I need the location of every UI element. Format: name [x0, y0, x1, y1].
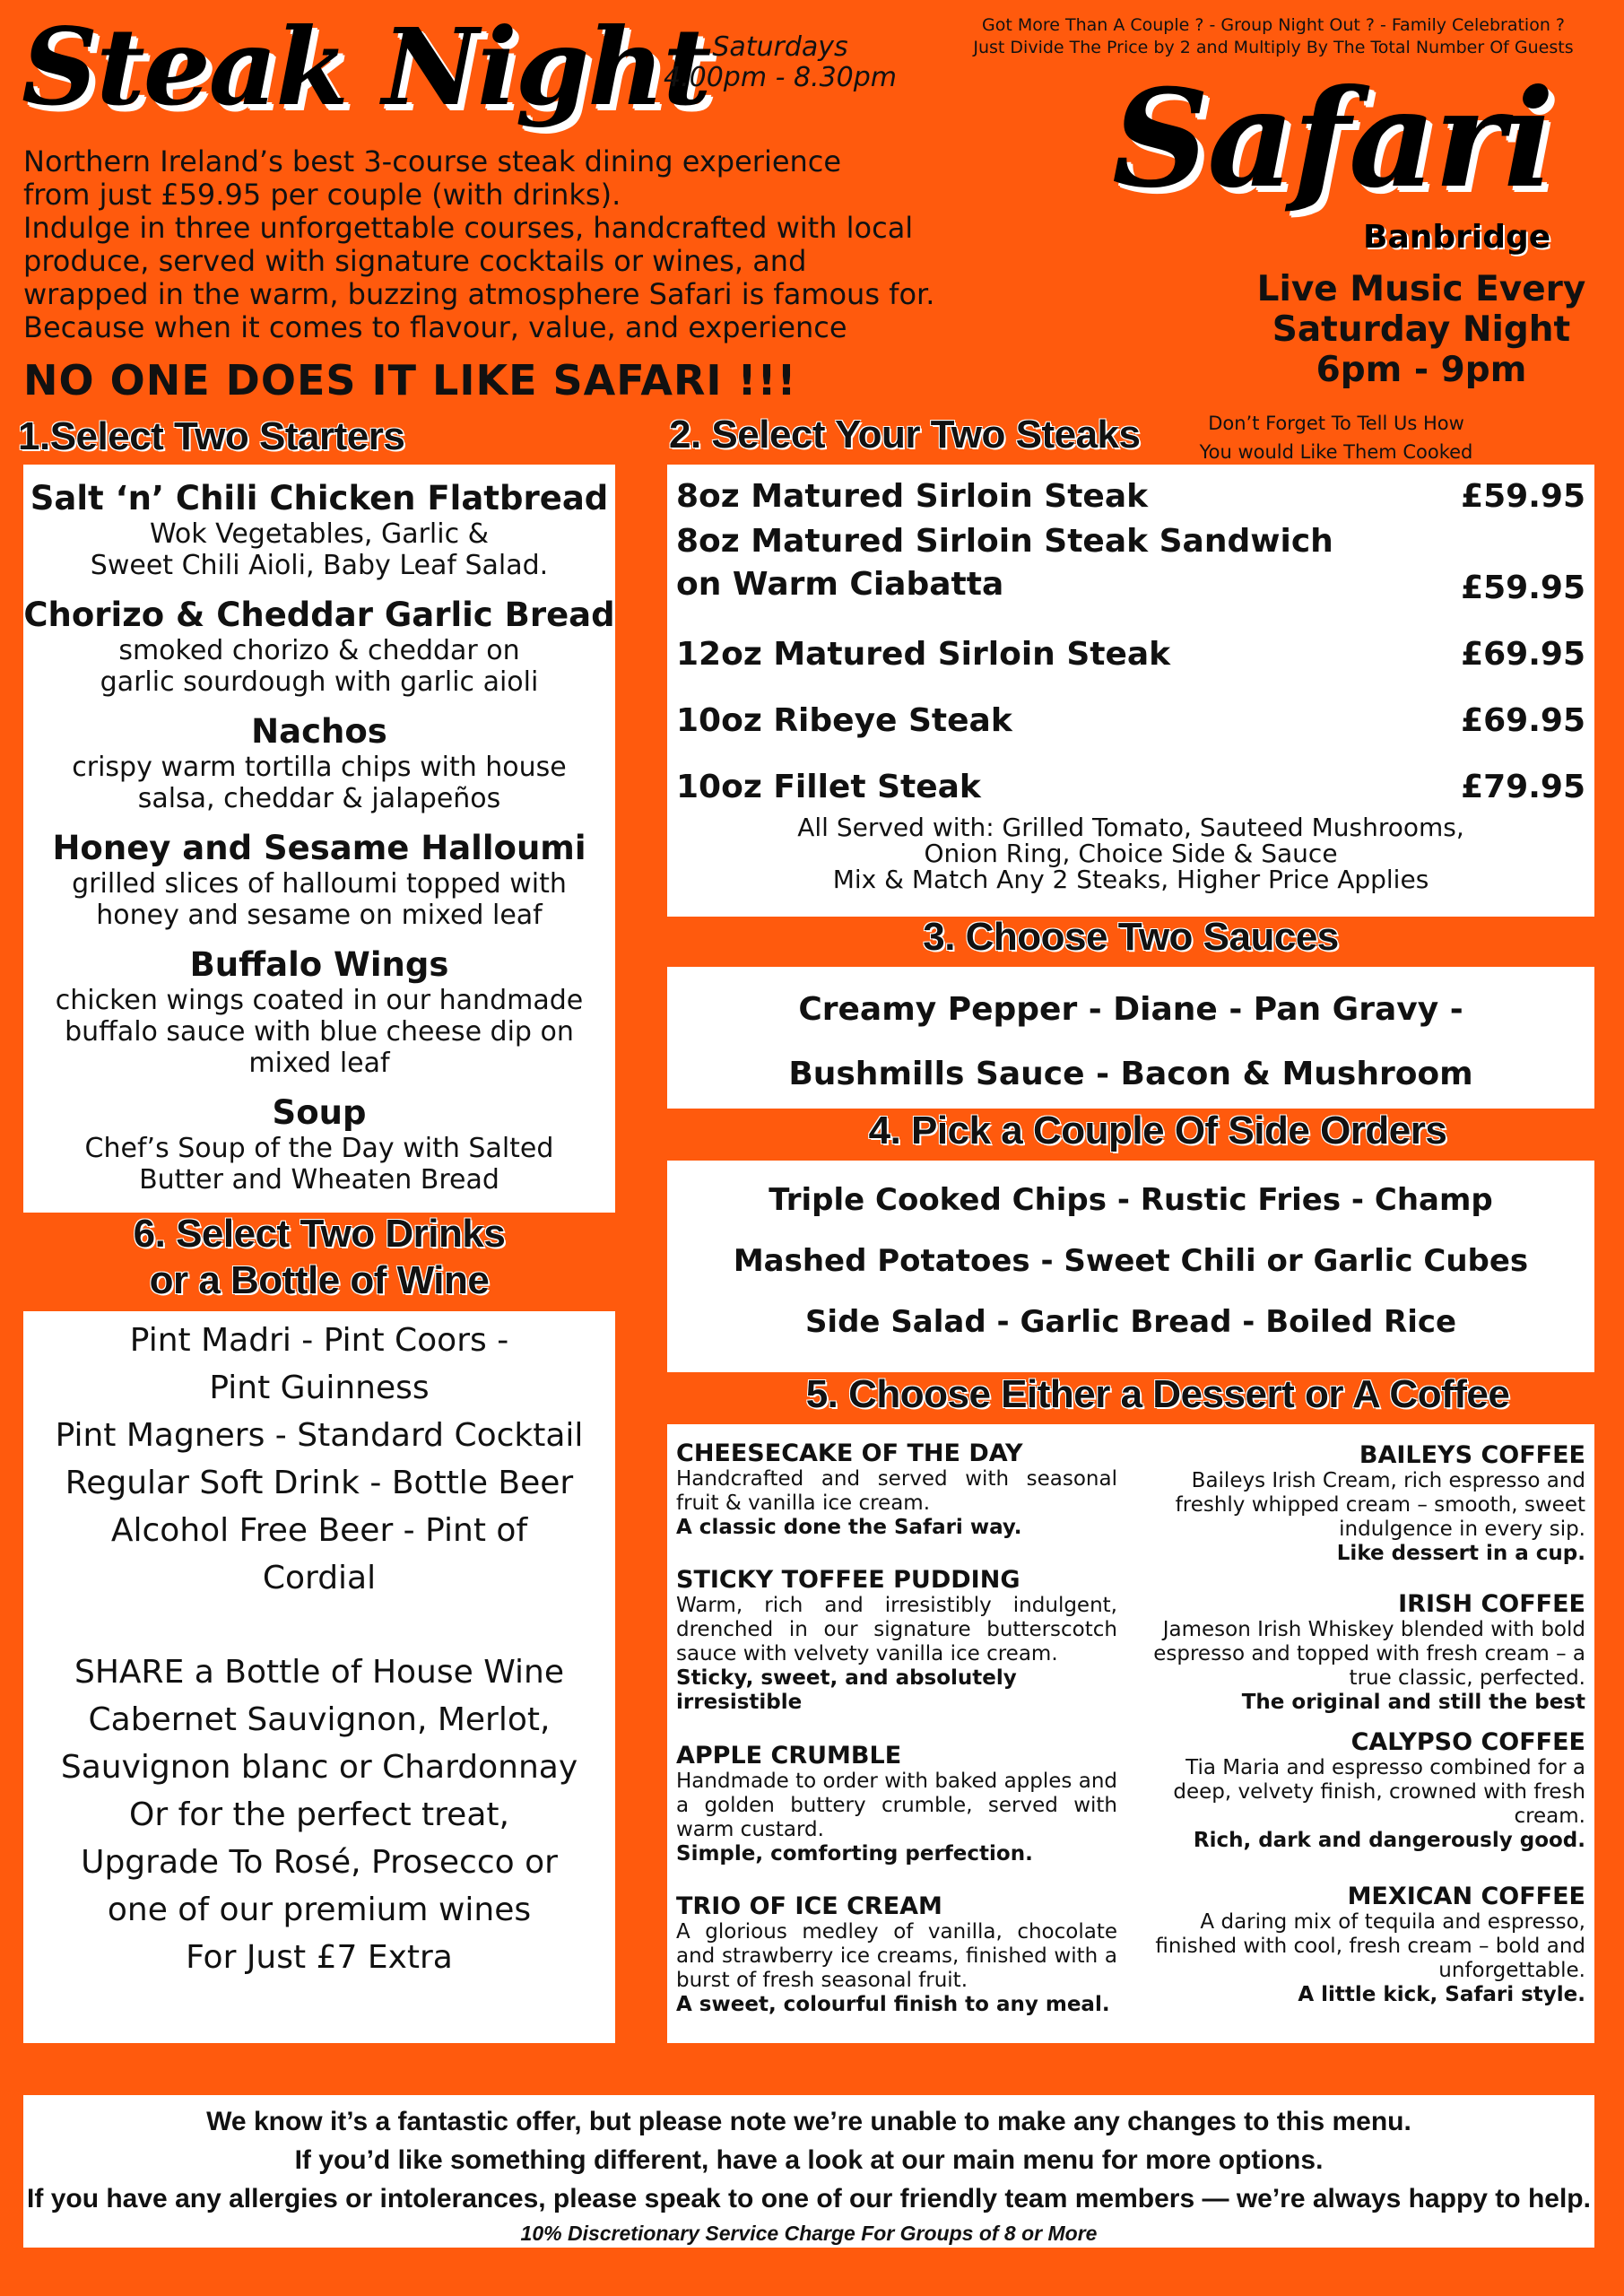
side-line: Triple Cooked Chips - Rustic Fries - Champ — [769, 1182, 1493, 1218]
desserts-box — [667, 1424, 1594, 2043]
served-line: Onion Ring, Choice Side & Sauce — [924, 839, 1338, 868]
starter-desc: chicken wings coated in our handmade — [55, 985, 584, 1016]
cooking-note-line: You would Like Them Cooked — [1199, 441, 1473, 463]
steak-served-with — [676, 814, 1585, 892]
coffee-item — [1142, 1883, 1585, 2007]
wine-line: Cabernet Sauvignon, Merlot, — [88, 1701, 551, 1738]
group-offer-line: Got More Than A Couple ? - Group Night Out ? - Family Celebration ? — [981, 15, 1566, 35]
drink-line: Pint Guinness — [209, 1370, 430, 1406]
starters-heading: 1.Select Two Starters — [18, 414, 405, 458]
sauce-line: Creamy Pepper - Diane - Pan Gravy - — [798, 991, 1463, 1028]
served-line: Mix & Match Any 2 Steaks, Higher Price Applies — [832, 865, 1429, 894]
sauces-box — [667, 967, 1594, 1109]
starter-desc: crispy warm tortilla chips with house — [72, 752, 567, 783]
steak-item — [676, 520, 1585, 606]
coffee-tagline: Rich, dark and dangerously good. — [1193, 1829, 1585, 1852]
dessert-name: TRIO OF ICE CREAM — [676, 1892, 942, 1920]
wine-heading: SHARE a Bottle of House Wine — [74, 1654, 564, 1691]
coffee-name: CALYPSO COFFEE — [1350, 1728, 1585, 1756]
group-offer-note — [924, 14, 1623, 59]
starter-desc: garlic sourdough with garlic aioli — [100, 666, 539, 698]
starter-item — [23, 712, 615, 814]
coffee-desc: A daring mix of tequila and espresso, finished with cool, fresh cream – bold and unforgettable. — [1155, 1910, 1585, 1982]
steak-price: £59.95 — [1461, 570, 1585, 606]
intro-line: produce, served with signature cocktails or wines, and — [23, 244, 807, 278]
coffee-name: MEXICAN COFFEE — [1347, 1883, 1585, 1910]
starter-item — [23, 596, 615, 698]
side-line: Side Salad - Garlic Bread - Boiled Rice — [804, 1304, 1457, 1340]
starter-item — [23, 479, 615, 581]
dessert-name: STICKY TOFFEE PUDDING — [676, 1566, 1020, 1594]
starter-desc: Chef’s Soup of the Day with Salted — [84, 1133, 554, 1164]
coffee-tagline: A little kick, Safari style. — [1298, 1983, 1585, 2006]
drink-line: Alcohol Free Beer - Pint of — [110, 1512, 528, 1549]
coffee-tagline: Like dessert in a cup. — [1336, 1542, 1585, 1565]
coffee-item — [1142, 1729, 1585, 1883]
intro-line: Northern Ireland’s best 3-course steak dining experience — [23, 144, 842, 178]
coffee-item — [1142, 1591, 1585, 1729]
sides-heading: 4. Pick a Couple Of Side Orders — [868, 1109, 1447, 1152]
dessert-desc: Handmade to order with baked apples and a golden buttery crumble, served with warm custard. — [676, 1770, 1117, 1841]
starter-name: Honey and Sesame Halloumi — [52, 829, 586, 867]
intro-line: from just £59.95 per couple (with drinks). — [23, 178, 621, 212]
steak-name-line: 8oz Matured Sirloin Steak Sandwich — [676, 523, 1333, 560]
intro-line: wrapped in the warm, buzzing atmosphere Safari is famous for. — [23, 277, 935, 311]
steak-night-title: Steak Night — [22, 4, 710, 129]
sauce-line: Bushmills Sauce - Bacon & Mushroom — [788, 1056, 1473, 1092]
sides-box — [667, 1161, 1594, 1372]
steak-price: £59.95 — [1461, 478, 1585, 515]
served-line: All Served with: Grilled Tomato, Sauteed Mushrooms, — [797, 813, 1464, 842]
upgrade-line: Or for the perfect treat, — [129, 1796, 509, 1833]
service-charge-note: 10% Discretionary Service Charge For Groups of 8 or More — [520, 2222, 1098, 2245]
coffee-name: BAILEYS COFFEE — [1359, 1441, 1585, 1469]
starter-desc: grilled slices of halloumi topped with — [72, 868, 567, 900]
upgrade-line: Upgrade To Rosé, Prosecco or — [81, 1844, 558, 1881]
drinks-heading-line: 6. Select Two Drinks — [133, 1212, 506, 1256]
starter-item — [23, 829, 615, 931]
starter-desc: smoked chorizo & cheddar on — [118, 635, 520, 666]
desserts-heading: 5. Choose Either a Dessert or A Coffee — [805, 1372, 1510, 1416]
steak-price: £69.95 — [1461, 636, 1585, 673]
upgrade-line: one of our premium wines — [107, 1892, 532, 1928]
starter-desc: buffalo sauce with blue cheese dip on — [65, 1016, 574, 1048]
steak-item — [676, 474, 1585, 515]
footer-line: We know it’s a fantastic offer, but please note we’re unable to make any changes to this menu. — [206, 2107, 1411, 2136]
steak-item — [676, 626, 1585, 673]
starter-item — [23, 945, 615, 1079]
steak-name — [676, 520, 1333, 606]
footer-line: If you have any allergies or intolerances, please speak to one of our friendly team members — we’re always happy to help. — [27, 2184, 1591, 2213]
dessert-tagline: Simple, comforting perfection. — [676, 1842, 1033, 1866]
starter-name: Nachos — [251, 712, 387, 751]
live-music-line: Live Music Every — [1256, 269, 1586, 309]
starter-name: Buffalo Wings — [189, 945, 449, 984]
dessert-tagline: A classic done the Safari way. — [676, 1516, 1022, 1539]
dessert-item — [676, 1743, 1117, 1893]
drinks-box — [23, 1311, 615, 2043]
steak-name-line: on Warm Ciabatta — [676, 566, 1004, 603]
coffee-item — [1142, 1442, 1585, 1591]
intro-line: Because when it comes to flavour, value, and experience — [23, 310, 847, 344]
drink-line: Pint Magners - Standard Cocktail — [55, 1417, 584, 1454]
steak-name: 10oz Ribeye Steak — [676, 702, 1012, 739]
coffee-desc: Jameson Irish Whiskey blended with bold espresso and topped with fresh cream – a true classic, perfected. — [1153, 1618, 1585, 1690]
dessert-tagline: A sweet, colourful finish to any meal. — [676, 1993, 1110, 2016]
starter-desc: honey and sesame on mixed leaf — [96, 900, 543, 931]
dessert-desc: Handcrafted and served with seasonal fruit & vanilla ice cream. — [676, 1467, 1117, 1515]
drink-line: Regular Soft Drink - Bottle Beer — [65, 1465, 574, 1501]
steaks-heading: 2. Select Your Two Steaks — [669, 413, 1141, 457]
dessert-item — [676, 1440, 1117, 1567]
drink-line: Cordial — [262, 1560, 377, 1596]
footer-line: If you’d like something different, have a look at our main menu for more options. — [294, 2145, 1324, 2175]
live-music-line: 6pm - 9pm — [1316, 350, 1527, 390]
steak-price: £69.95 — [1461, 702, 1585, 739]
dessert-name: APPLE CRUMBLE — [676, 1742, 902, 1770]
starters-box — [23, 465, 615, 1213]
footer-notice — [23, 2095, 1594, 2248]
drinks-heading-line: or a Bottle of Wine — [149, 1258, 490, 1302]
opening-hours — [646, 32, 915, 93]
slogan: NO ONE DOES IT LIKE SAFARI !!! — [23, 356, 797, 404]
coffee-column — [1142, 1442, 1585, 2007]
drinks-heading — [23, 1211, 615, 1304]
coffee-desc: Baileys Irish Cream, rich espresso and freshly whipped cream – smooth, sweet indulgence in every sip. — [1175, 1469, 1585, 1541]
starter-desc: Sweet Chili Aioli, Baby Leaf Salad. — [90, 550, 549, 581]
drink-line: Pint Madri - Pint Coors - — [129, 1322, 509, 1359]
intro-line: Indulge in three unforgettable courses, handcrafted with local — [23, 211, 914, 245]
steaks-box — [667, 465, 1594, 917]
live-music-info — [1238, 269, 1605, 390]
starter-item — [23, 1093, 615, 1196]
starter-name: Salt ‘n’ Chili Chicken Flatbread — [30, 479, 609, 517]
dessert-item — [676, 1893, 1117, 2017]
coffee-name: IRISH COFFEE — [1398, 1590, 1585, 1618]
opening-days: Saturdays — [712, 31, 848, 63]
safari-logo: Safari — [1112, 60, 1553, 218]
intro-text — [23, 145, 1099, 344]
steak-price: £79.95 — [1461, 769, 1585, 805]
steak-name: 8oz Matured Sirloin Steak — [676, 478, 1149, 515]
starter-desc: mixed leaf — [248, 1048, 390, 1079]
steak-name: 10oz Fillet Steak — [676, 769, 981, 805]
dessert-column — [676, 1440, 1117, 2017]
starter-name: Soup — [272, 1093, 367, 1132]
live-music-line: Saturday Night — [1272, 309, 1571, 350]
cooking-note-line: Don’t Forget To Tell Us How — [1208, 413, 1464, 434]
starter-name: Chorizo & Cheddar Garlic Bread — [23, 596, 615, 634]
steak-item — [676, 692, 1585, 739]
group-offer-line: Just Divide The Price by 2 and Multiply By The Total Number Of Guests — [973, 38, 1574, 57]
coffee-tagline: The original and still the best — [1241, 1691, 1585, 1714]
wine-line: Sauvignon blanc or Chardonnay — [60, 1749, 578, 1786]
steak-item — [676, 759, 1585, 805]
upgrade-line: For Just £7 Extra — [186, 1939, 453, 1976]
starter-desc: Wok Vegetables, Garlic & — [149, 518, 490, 550]
dessert-desc: Warm, rich and irresistibly indulgent, drenched in our signature butterscotch sauce with velvety vanilla ice cream. — [676, 1594, 1117, 1665]
dessert-name: CHEESECAKE OF THE DAY — [676, 1439, 1023, 1467]
starter-desc: Butter and Wheaten Bread — [139, 1164, 499, 1196]
brand-location: Banbridge — [1363, 219, 1551, 256]
steak-name: 12oz Matured Sirloin Steak — [676, 636, 1171, 673]
side-line: Mashed Potatoes - Sweet Chili or Garlic Cubes — [733, 1243, 1529, 1279]
sauces-heading: 3. Choose Two Sauces — [923, 915, 1339, 959]
dessert-tagline: Sticky, sweet, and absolutely irresistible — [676, 1666, 1017, 1714]
coffee-desc: Tia Maria and espresso combined for a deep, velvety finish, crowned with fresh cream. — [1173, 1756, 1585, 1828]
dessert-desc: A glorious medley of vanilla, chocolate and strawberry ice creams, finished with a burst of fresh seasonal fruit. — [676, 1920, 1117, 1992]
starter-desc: salsa, cheddar & jalapeños — [137, 783, 501, 814]
opening-times: 4.00pm - 8.30pm — [663, 62, 898, 93]
dessert-item — [676, 1567, 1117, 1743]
cooking-note — [1184, 409, 1489, 466]
